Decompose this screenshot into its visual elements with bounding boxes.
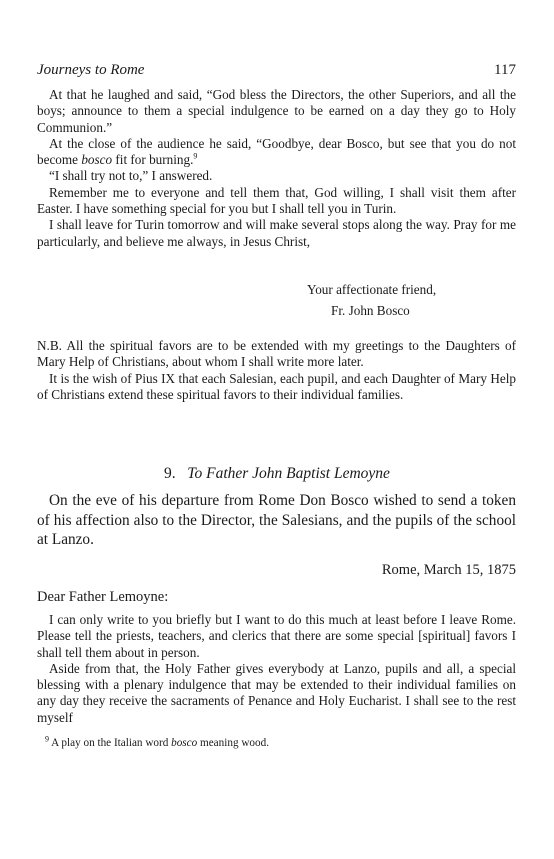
paragraph: I can only write to you briefly but I want to do this much at least before I leave Rome. Please tell the priests, teachers, and clerics that there are some special [spiritual] favors I shall tell them about in person.	[37, 612, 516, 660]
closing-line: Your affectionate friend,	[307, 282, 437, 297]
postscript	[37, 338, 516, 403]
page-header	[37, 62, 516, 79]
text-run: A play on the Italian word	[49, 737, 172, 749]
paragraph: Remember me to everyone and tell them that, God willing, I shall visit them after Easter. I have something special for you but I shall tell you in Turin.	[37, 184, 516, 217]
footnote	[45, 734, 269, 749]
paragraph: I shall leave for Turin tomorrow and will make several stops along the way. Pray for me particularly, and believe me always, in Jesus Christ,	[37, 217, 516, 249]
paragraph: On the eve of his departure from Rome Don Bosco wished to send a token of his affection also to the Director, the Salesians, and the pupils of the school at Lanzo.	[37, 492, 516, 548]
paragraph: N.B. All the spiritual favors are to be extended with my greetings to the Daughters of Mary Help of Christians, about whom I shall write more later.	[37, 338, 516, 370]
footnote-reference: 9	[193, 151, 198, 161]
dateline: Rome, March 15, 1875	[381, 562, 516, 578]
signature: Fr. John Bosco	[331, 303, 410, 318]
running-title: Journeys to Rome	[37, 62, 145, 78]
italic-word: bosco	[81, 152, 113, 168]
section-number: 9.	[164, 465, 176, 482]
section-title: To Father John Baptist Lemoyne	[187, 465, 390, 482]
italic-word: bosco	[171, 737, 198, 749]
text-run: fit for burning.	[112, 152, 194, 168]
text-run: meaning wood.	[197, 737, 269, 749]
section-intro	[37, 491, 516, 550]
letter-two-body	[37, 612, 516, 726]
paragraph: “I shall try not to,” I answered.	[49, 168, 213, 184]
text-run: At the close of the audience he said, “Goodbye, dear Bosco, but see that you do not become	[37, 135, 516, 168]
salutation: Dear Father Lemoyne:	[37, 589, 169, 605]
paragraph: At that he laughed and said, “God bless the Directors, the other Superiors, and all the boys; announce to them a special indulgence to be earned on a day they go to Holy Communion.”	[37, 87, 516, 135]
paragraph: It is the wish of Pius IX that each Salesian, each pupil, and each Daughter of Mary Help of Christians extend these spiritual favors to their individual families.	[37, 370, 516, 402]
letter-one-body	[37, 87, 516, 250]
paragraph	[37, 136, 516, 169]
page-number: 117	[494, 62, 516, 78]
section-heading	[0, 465, 554, 483]
paragraph: Aside from that, the Holy Father gives everybody at Lanzo, pupils and all, a special blessing with a plenary indulgence that may be extended to their individual families on any day they receive the sacraments of Penance and Holy Eucharist. I shall see to the rest myself	[37, 660, 516, 725]
footnote-marker: 9	[45, 734, 49, 744]
